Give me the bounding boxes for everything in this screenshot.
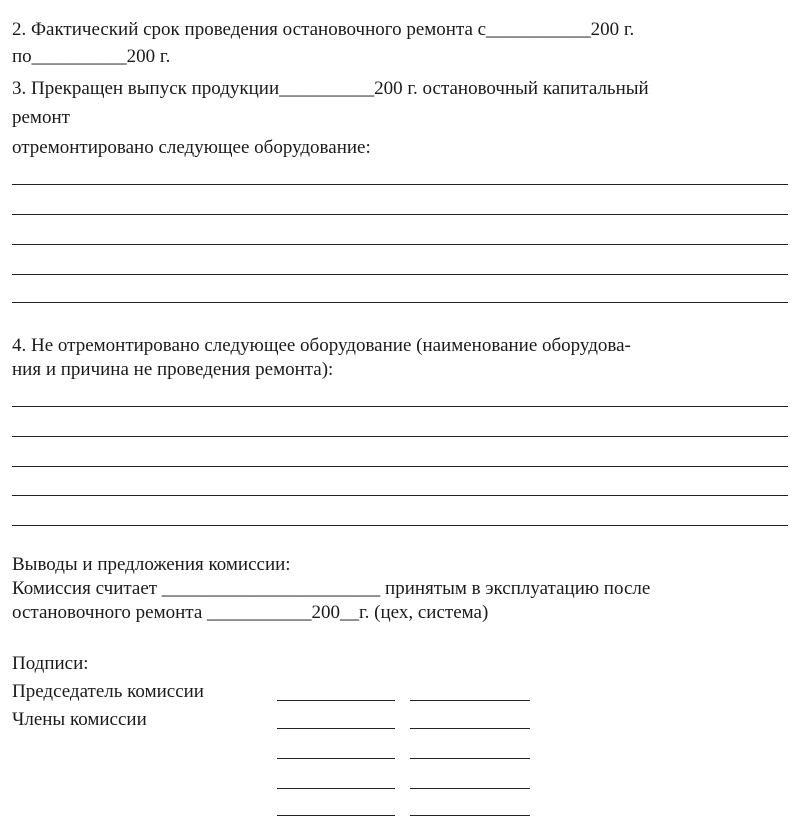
repaired-equipment-rule-5[interactable]	[12, 302, 788, 303]
section-4-line-2: ния и причина не проведения ремонта):	[12, 359, 334, 380]
section-3-line-1: 3. Прекращен выпуск продукции__________200 г. остановочный капитальный	[12, 78, 649, 99]
members-label: Члены комиссии	[12, 709, 147, 730]
conclusions-heading: Выводы и предложения комиссии:	[12, 554, 291, 575]
member-2-name-line[interactable]	[410, 758, 530, 759]
unrepaired-equipment-rule-1[interactable]	[12, 406, 788, 407]
section-2-line-1: 2. Фактический срок проведения остановочного ремонта с___________200 г.	[12, 19, 635, 40]
repaired-equipment-rule-4[interactable]	[12, 274, 788, 275]
section-4-line-1: 4. Не отремонтировано следующее оборудование (наименование оборудова-	[12, 335, 631, 356]
repaired-equipment-rule-1[interactable]	[12, 184, 788, 185]
chairman-signature-line[interactable]	[277, 700, 395, 701]
repaired-equipment-rule-2[interactable]	[12, 214, 788, 215]
member-4-name-line[interactable]	[410, 815, 530, 816]
repaired-equipment-rule-3[interactable]	[12, 244, 788, 245]
section-2-line-2: по__________200 г.	[12, 46, 171, 67]
member-3-signature-line[interactable]	[277, 788, 395, 789]
member-1-name-line[interactable]	[410, 728, 530, 729]
conclusions-line-2: Комиссия считает _______________________ принятым в эксплуатацию после	[12, 578, 651, 599]
unrepaired-equipment-rule-2[interactable]	[12, 436, 788, 437]
unrepaired-equipment-rule-5[interactable]	[12, 525, 788, 526]
member-4-signature-line[interactable]	[277, 815, 395, 816]
member-1-signature-line[interactable]	[277, 728, 395, 729]
unrepaired-equipment-rule-3[interactable]	[12, 466, 788, 467]
member-2-signature-line[interactable]	[277, 758, 395, 759]
section-3-line-3: отремонтировано следующее оборудование:	[12, 137, 371, 158]
unrepaired-equipment-rule-4[interactable]	[12, 495, 788, 496]
signatures-heading: Подписи:	[12, 653, 89, 674]
chairman-label: Председатель комиссии	[12, 681, 204, 702]
section-3-line-2: ремонт	[12, 107, 70, 128]
chairman-name-line[interactable]	[410, 700, 530, 701]
conclusions-line-3: остановочного ремонта ___________200__г. (цех, система)	[12, 602, 489, 623]
member-3-name-line[interactable]	[410, 788, 530, 789]
